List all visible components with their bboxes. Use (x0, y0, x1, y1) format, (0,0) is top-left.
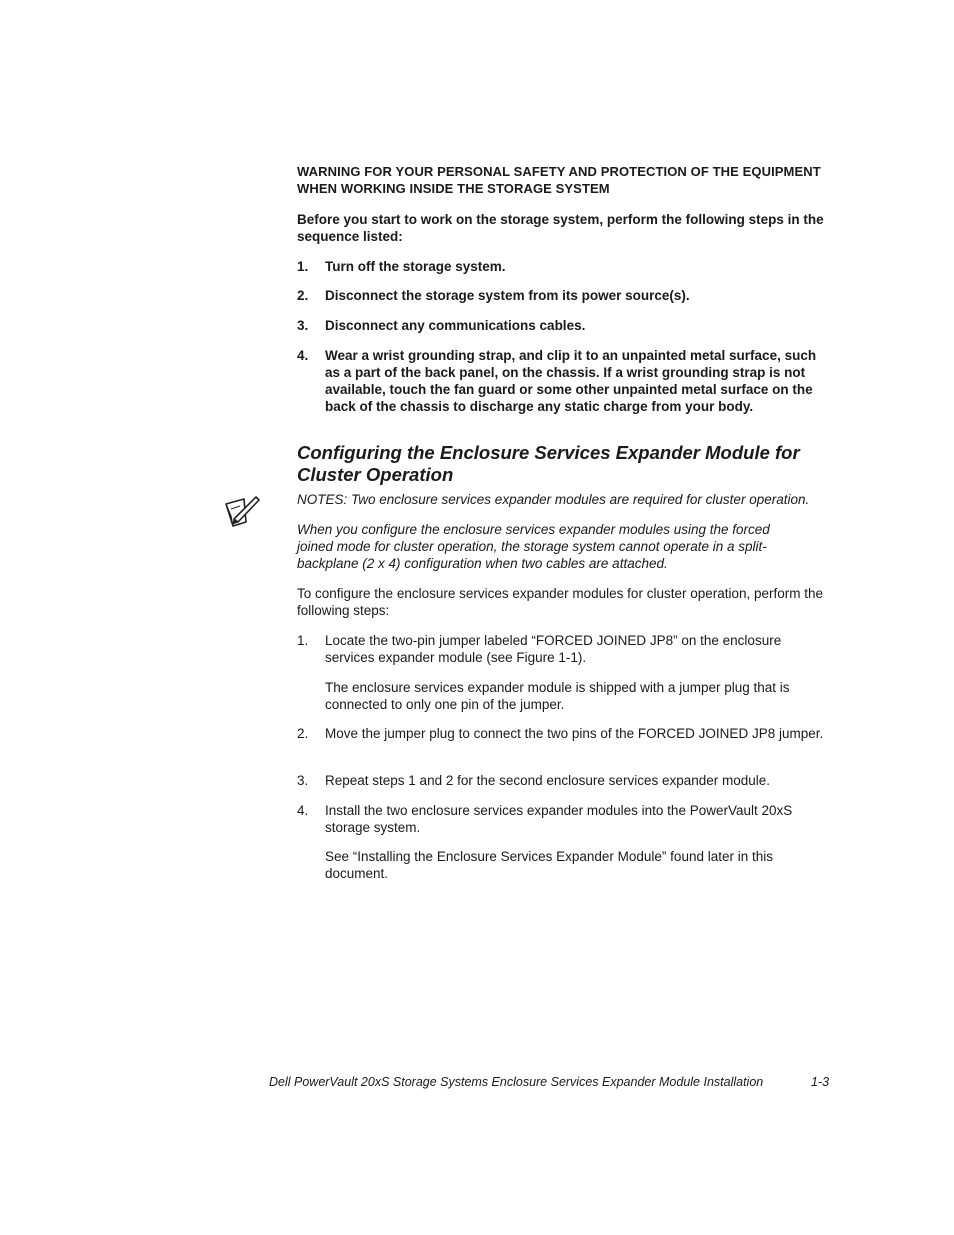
step-text: Wear a wrist grounding strap, and clip it to an unpainted metal surface, such as a part of the back panel, on the chassis. If a wrist grounding strap is not available, touch the fan guard or some other unpainted metal surface on the back of the chassis to discharge any static charge from your body. (325, 348, 817, 414)
step-number: 1. (297, 633, 309, 648)
intro-paragraph: To configure the enclosure services expander modules for cluster operation, perform the following steps: (297, 586, 824, 618)
note-text: NOTES: Two enclosure services expander modules are required for cluster operation. (297, 492, 810, 507)
note-pencil-icon (222, 492, 262, 530)
step-number: 4. (297, 803, 309, 818)
step-text: Turn off the storage system. (325, 259, 506, 274)
section-title: Configuring the Enclosure Services Expander Module for Cluster Operation (297, 442, 800, 485)
step-subtext: The enclosure services expander module is shipped with a jumper plug that is connected to only one pin of the jumper. (325, 680, 790, 712)
step-number: 2. (297, 288, 309, 303)
step-text: Locate the two-pin jumper labeled “FORCED JOINED JP8” on the enclosure services expander module (see Figure 1-1). (325, 633, 782, 665)
step-text: Disconnect the storage system from its power source(s). (325, 288, 690, 303)
step-number: 4. (297, 348, 309, 363)
page-number: 1-3 (811, 1075, 830, 1089)
warning-title: WARNING FOR YOUR PERSONAL SAFETY AND PROTECTION OF THE EQUIPMENT WHEN WORKING INSIDE THE STORAGE SYSTEM (297, 164, 821, 196)
step-subtext: See “Installing the Enclosure Services Expander Module” found later in this document. (325, 849, 773, 881)
step-number: 2. (297, 726, 309, 741)
step-text: Repeat steps 1 and 2 for the second enclosure services expander module. (325, 773, 771, 788)
step-number: 1. (297, 259, 309, 274)
step-number: 3. (297, 773, 309, 788)
step-text: Move the jumper plug to connect the two pins of the FORCED JOINED JP8 jumper. (325, 726, 824, 741)
step-text: Disconnect any communications cables. (325, 318, 586, 333)
note-text-2: When you configure the enclosure services expander modules using the forced joined mode for cluster operation, the storage system cannot operate in a split-backplane (2 x 4) configuration when two cables are attached. (297, 522, 770, 571)
warning-intro: Before you start to work on the storage system, perform the following steps in the sequence listed: (297, 212, 824, 244)
step-text: Install the two enclosure services expander modules into the PowerVault 20xS storage system. (325, 803, 793, 835)
footer-title: Dell PowerVault 20xS Storage Systems Enclosure Services Expander Module Installation (269, 1075, 764, 1089)
step-number: 3. (297, 318, 309, 333)
